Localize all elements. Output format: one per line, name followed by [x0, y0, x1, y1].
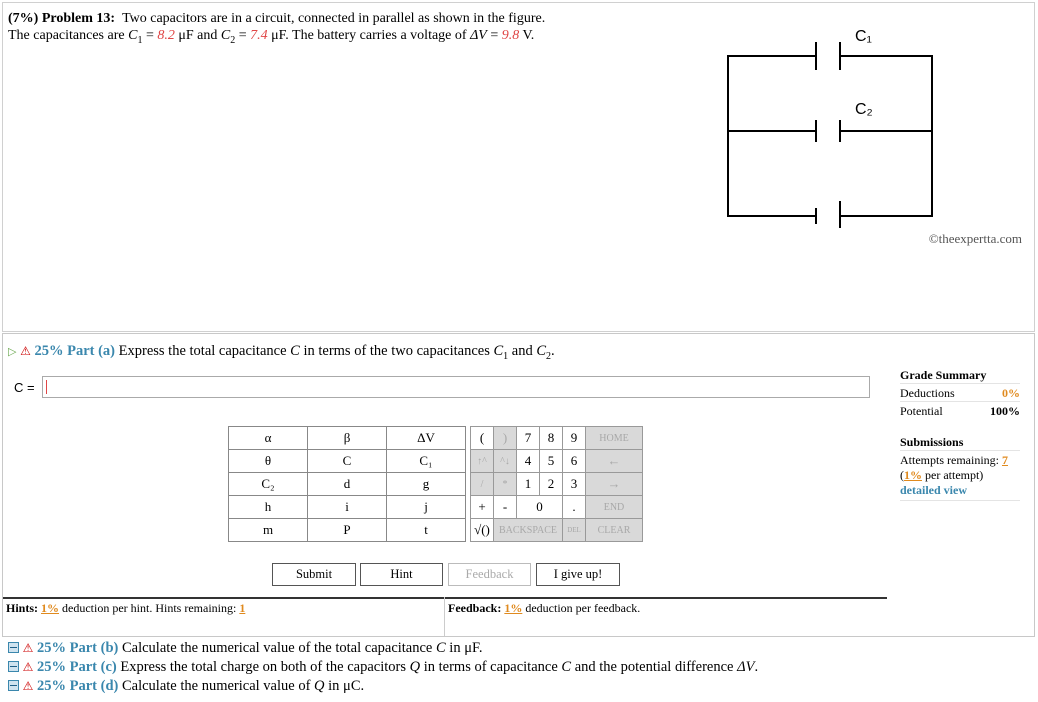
key-up[interactable]: ↑^ [471, 450, 494, 473]
part-text: . [551, 343, 555, 359]
symbol-key[interactable]: C₁ [387, 450, 466, 473]
var-c1: C [128, 28, 138, 43]
sub: 2 [546, 350, 552, 362]
part-text: Express the total capacitance [115, 343, 291, 359]
feedback-label: Feedback: [448, 601, 502, 615]
key-4[interactable]: 4 [517, 450, 540, 473]
var-q: Q [314, 678, 325, 694]
sub: 1 [137, 34, 143, 46]
key-backspace[interactable]: BACKSPACE [494, 519, 563, 542]
c1-figure-label: C₁ [855, 28, 872, 45]
part-b-header[interactable] [8, 640, 483, 657]
key-8[interactable]: 8 [540, 427, 563, 450]
part-c-header[interactable] [8, 659, 758, 676]
key-2[interactable]: 2 [540, 473, 563, 496]
symbol-key[interactable]: P [308, 519, 387, 542]
problem-text: μF. The battery carries a voltage of [267, 28, 471, 43]
key-multiply[interactable]: * [494, 473, 517, 496]
hint-button[interactable]: Hint [360, 563, 443, 586]
part-text: and [508, 343, 537, 359]
hints-info [6, 601, 245, 616]
deductions-value: 0% [1002, 386, 1020, 400]
warning-icon: ⚠ [20, 344, 31, 358]
expand-icon [8, 680, 19, 691]
key-home[interactable]: HOME [586, 427, 643, 450]
dv-value: 9.8 [501, 28, 520, 43]
grade-summary-title: Grade Summary [900, 368, 987, 382]
sub: 1 [503, 350, 509, 362]
answer-label: C = [14, 380, 35, 395]
part-text: . [754, 659, 759, 675]
part-d-percent: 25% Part (d) [37, 678, 119, 694]
key-del[interactable]: DEL [563, 519, 586, 542]
paren: ( [900, 468, 904, 482]
sub: 2 [230, 34, 236, 46]
key-clear[interactable]: CLEAR [586, 519, 643, 542]
key-sqrt[interactable]: √() [471, 519, 494, 542]
problem-statement [8, 10, 545, 49]
copyright-credit: ©theexpertta.com [928, 231, 1022, 246]
symbol-key[interactable]: g [387, 473, 466, 496]
unit: μF and [174, 28, 221, 43]
symbol-key[interactable]: C₂ [229, 473, 308, 496]
c2-figure-label: C₂ [855, 101, 873, 118]
submit-button[interactable]: Submit [272, 563, 356, 586]
potential-label: Potential [900, 404, 943, 418]
var-c: C [436, 640, 446, 656]
part-text: in μC. [324, 678, 365, 694]
part-text: in μF. [445, 640, 483, 656]
eq: = [235, 28, 251, 43]
symbol-key[interactable]: h [229, 496, 308, 519]
c1-value: 8.2 [157, 28, 175, 43]
key-decimal[interactable]: . [563, 496, 586, 519]
symbol-key[interactable]: j [387, 496, 466, 519]
problem-label: Problem 13: [41, 11, 116, 26]
var-q: Q [409, 659, 421, 675]
part-a-header[interactable] [8, 343, 555, 362]
answer-input[interactable] [42, 376, 870, 398]
grade-summary [900, 368, 1020, 501]
hint-deduction: 1% [41, 601, 60, 615]
var-dv: ΔV [470, 28, 487, 43]
key-right-arrow[interactable]: → [586, 473, 643, 496]
expand-icon [8, 642, 19, 653]
potential-value: 100% [990, 404, 1020, 418]
part-text: Express the total charge on both of the capacitors [116, 659, 410, 675]
feedback-button[interactable]: Feedback [448, 563, 531, 586]
feedback-info [448, 601, 640, 616]
key-6[interactable]: 6 [563, 450, 586, 473]
problem-text: The capacitances are [8, 28, 129, 43]
part-text: and the potential difference [571, 659, 738, 675]
key-minus[interactable]: - [494, 496, 517, 519]
key-close-paren[interactable]: ) [494, 427, 517, 450]
detailed-view-link[interactable]: detailed view [900, 483, 967, 497]
warning-icon: ⚠ [22, 641, 34, 655]
hints-label: Hints: [6, 601, 39, 615]
symbol-key[interactable]: C [308, 450, 387, 473]
problem-text: V. [519, 28, 535, 43]
c2-value: 7.4 [250, 28, 268, 43]
symbol-key[interactable]: ΔV [387, 427, 466, 450]
var-dv: ΔV [737, 659, 755, 675]
submissions-title: Submissions [900, 435, 964, 449]
key-open-paren[interactable]: ( [471, 427, 494, 450]
key-3[interactable]: 3 [563, 473, 586, 496]
var-c1: C [493, 343, 504, 359]
key-down[interactable]: ^↓ [494, 450, 517, 473]
give-up-button[interactable]: I give up! [536, 563, 620, 586]
key-plus[interactable]: + [471, 496, 494, 519]
part-text: in terms of the two capacitances [299, 343, 494, 359]
feedback-deduction: 1% [504, 601, 523, 615]
part-c-percent: 25% Part (c) [37, 659, 117, 675]
symbol-key[interactable]: β [308, 427, 387, 450]
key-9[interactable]: 9 [563, 427, 586, 450]
problem-percent: (7%) [8, 11, 39, 26]
var-c2: C [536, 343, 547, 359]
hints-text: deduction per hint. Hints remaining: [59, 601, 240, 615]
attempts-label: Attempts remaining: [900, 453, 1002, 467]
attempts-value: 7 [1001, 453, 1008, 467]
key-left-arrow[interactable]: ← [586, 450, 643, 473]
symbol-palette [228, 426, 466, 542]
key-divide[interactable]: / [471, 473, 494, 496]
part-b-percent: 25% Part (b) [37, 640, 119, 656]
keypad [470, 426, 643, 542]
warning-icon: ⚠ [22, 679, 34, 693]
part-text: in terms of capacitance [420, 659, 562, 675]
key-0[interactable]: 0 [517, 496, 563, 519]
warning-icon: ⚠ [22, 660, 34, 674]
key-1[interactable]: 1 [517, 473, 540, 496]
symbol-key[interactable]: t [387, 519, 466, 542]
symbol-key[interactable]: θ [229, 450, 308, 473]
per-attempt-text: per attempt) [922, 468, 984, 482]
eq: = [486, 28, 502, 43]
play-icon: ▷ [8, 346, 17, 358]
symbol-key[interactable]: d [308, 473, 387, 496]
divider [444, 597, 445, 636]
per-attempt-deduction: 1% [904, 468, 922, 482]
expand-icon [8, 661, 19, 672]
symbol-key[interactable]: α [229, 427, 308, 450]
deductions-label: Deductions [900, 386, 955, 400]
text-caret [46, 380, 47, 394]
var-c: C [290, 343, 300, 359]
part-a-percent: 25% Part (a) [34, 343, 116, 359]
symbol-key[interactable]: m [229, 519, 308, 542]
key-end[interactable]: END [586, 496, 643, 519]
part-d-header[interactable] [8, 678, 364, 695]
symbol-key[interactable]: i [308, 496, 387, 519]
var-c2: C [220, 28, 231, 43]
feedback-text: deduction per feedback. [522, 601, 641, 615]
var-c: C [561, 659, 572, 675]
key-7[interactable]: 7 [517, 427, 540, 450]
key-5[interactable]: 5 [540, 450, 563, 473]
hints-remaining: 1 [239, 601, 246, 615]
part-text: Calculate the numerical value of the total capacitance [118, 640, 436, 656]
circuit-diagram [724, 28, 939, 228]
part-text: Calculate the numerical value of [118, 678, 315, 694]
eq: = [142, 28, 158, 43]
problem-line1: Two capacitors are in a circuit, connected in parallel as shown in the figure. [122, 11, 546, 26]
